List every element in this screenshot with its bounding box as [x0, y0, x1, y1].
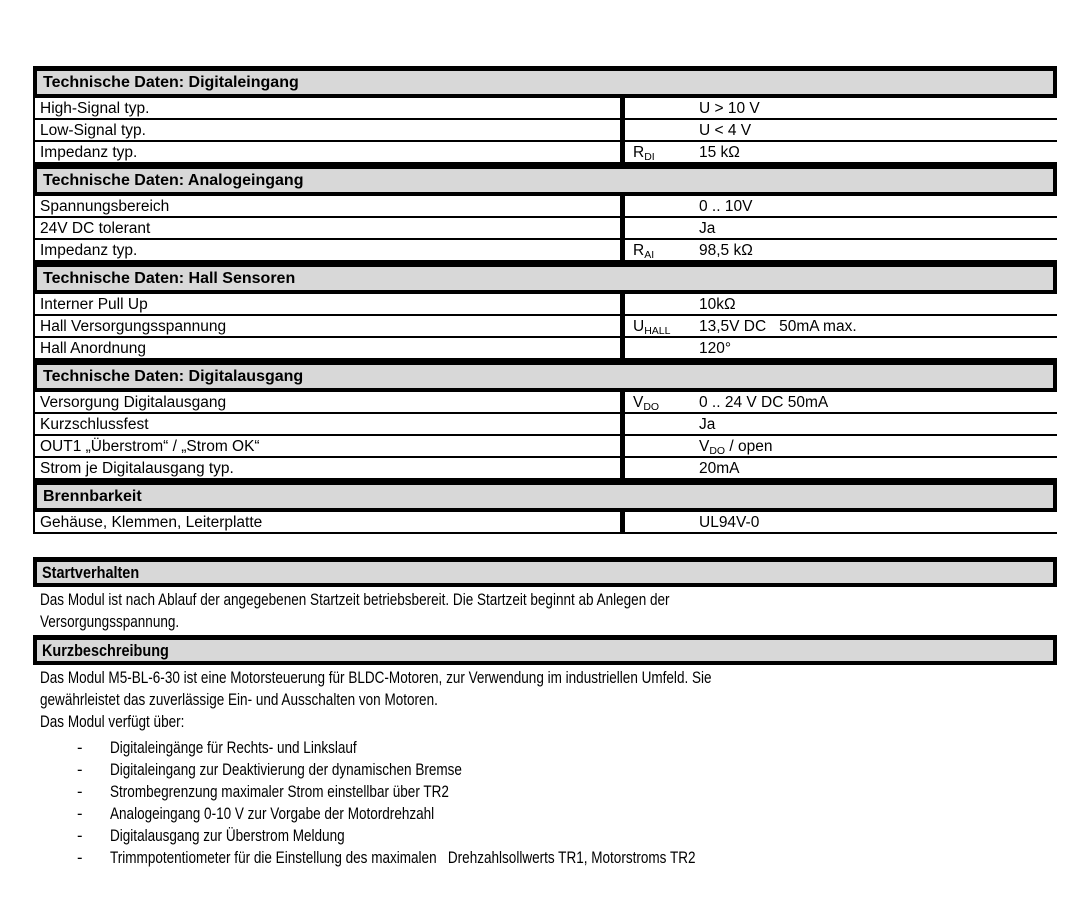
kurzbeschreibung-paragraph [33, 665, 1057, 735]
section-gap [33, 534, 1057, 557]
paragraph-line: Versorgungsspannung. [40, 613, 180, 631]
bullet-text: Trimmpotentiometer für die Einstellung des maximalen Drehzahlsollwerts TR1, Motorstroms TR2 [110, 849, 696, 867]
kurzbeschreibung-section [33, 635, 1057, 869]
bullet-text: Digitaleingänge für Rechts- und Linkslauf [110, 739, 357, 757]
row-label: Interner Pull Up [40, 296, 148, 313]
section-header: Technische Daten: Hall Sensoren [33, 262, 1057, 294]
bullet-item [33, 803, 1057, 825]
datasheet-page [33, 66, 1057, 869]
row-symbol [620, 98, 697, 118]
bullet-dash: - [77, 827, 83, 845]
table-row [35, 436, 1057, 458]
cell-text: Ja [699, 416, 716, 433]
table-row [35, 512, 1057, 534]
bullet-text: Digitalausgang zur Überstrom Meldung [110, 827, 345, 845]
row-label: Gehäuse, Klemmen, Leiterplatte [40, 514, 263, 531]
row-symbol [620, 294, 697, 314]
table-row [35, 98, 1057, 120]
technical-data-tables [33, 66, 1057, 534]
table-row [35, 120, 1057, 142]
row-value [697, 414, 1057, 434]
row-symbol [620, 196, 697, 216]
row-label: Impedanz typ. [40, 144, 138, 161]
bullet-dash: - [77, 849, 83, 867]
row-symbol [620, 512, 697, 532]
row-symbol [620, 458, 697, 478]
kurzbeschreibung-title: Kurzbeschreibung [42, 641, 169, 660]
subscript-text: DO [643, 401, 660, 413]
section-rows [33, 294, 1057, 360]
row-label: Versorgung Digitalausgang [40, 394, 227, 411]
kurzbeschreibung-header [33, 635, 1057, 665]
row-label: Impedanz typ. [40, 242, 138, 259]
row-value [697, 142, 1057, 162]
row-value [697, 316, 1057, 336]
table-row [35, 392, 1057, 414]
cell-text: 10kΩ [699, 296, 736, 313]
row-symbol [620, 436, 697, 456]
bullet-item [33, 847, 1057, 869]
paragraph-line: gewährleistet das zuverlässige Ein- und Ausschalten von Motoren. [40, 691, 438, 709]
table-row [35, 316, 1057, 338]
bullet-dash: - [77, 805, 83, 823]
row-label: Spannungsbereich [40, 198, 170, 215]
cell-text: / open [725, 438, 773, 455]
cell-text: 120° [699, 340, 732, 357]
section-rows [33, 512, 1057, 534]
paragraph-line: Das Modul M5-BL-6-30 ist eine Motorsteuerung für BLDC-Motoren, zur Verwendung im industriellen Umfeld. Sie [40, 669, 712, 687]
table-row [35, 196, 1057, 218]
row-value [697, 436, 1057, 456]
cell-text: U [633, 318, 645, 335]
cell-text: 98,5 kΩ [699, 242, 753, 259]
bullet-item [33, 825, 1057, 847]
cell-text: R [633, 144, 645, 161]
startverhalten-header [33, 557, 1057, 587]
cell-text: Ja [699, 220, 716, 237]
row-value [697, 392, 1057, 412]
row-symbol [620, 240, 697, 260]
row-value [697, 240, 1057, 260]
row-symbol [620, 218, 697, 238]
table-row [35, 142, 1057, 164]
cell-text: U < 4 V [699, 122, 752, 139]
cell-text: R [633, 242, 645, 259]
table-row [35, 458, 1057, 480]
row-label: Kurzschlussfest [40, 416, 149, 433]
cell-text: 20mA [699, 460, 740, 477]
paragraph-line: Das Modul verfügt über: [40, 713, 185, 731]
section-header: Technische Daten: Digitalausgang [33, 360, 1057, 392]
row-value [697, 218, 1057, 238]
row-label: Hall Anordnung [40, 340, 146, 357]
paragraph-line: Das Modul ist nach Ablauf der angegebenen Startzeit betriebsbereit. Die Startzeit beginnt ab Anlegen der [40, 591, 670, 609]
bullet-dash: - [77, 783, 83, 801]
row-value [697, 98, 1057, 118]
row-symbol [620, 120, 697, 140]
cell-text: 13,5V DC 50mA max. [699, 318, 857, 335]
row-value [697, 196, 1057, 216]
row-label: Strom je Digitalausgang typ. [40, 460, 234, 477]
bullet-text: Strombegrenzung maximaler Strom einstellbar über TR2 [110, 783, 449, 801]
bullet-item [33, 759, 1057, 781]
subscript-text: DI [644, 151, 655, 163]
bullet-dash: - [77, 739, 83, 757]
cell-text: V [699, 438, 710, 455]
feature-bullet-list [33, 735, 1057, 869]
row-label: Low-Signal typ. [40, 122, 146, 139]
startverhalten-paragraph [33, 587, 1057, 635]
bullet-item [33, 781, 1057, 803]
cell-text: 0 .. 10V [699, 198, 753, 215]
row-symbol [620, 142, 697, 162]
row-label: Hall Versorgungsspannung [40, 318, 227, 335]
section-rows [33, 98, 1057, 164]
row-value [697, 120, 1057, 140]
cell-text: U > 10 V [699, 100, 760, 117]
cell-text: 15 kΩ [699, 144, 740, 161]
row-label: OUT1 „Überstrom“ / „Strom OK“ [40, 438, 260, 455]
section-header: Technische Daten: Analogeingang [33, 164, 1057, 196]
table-row [35, 294, 1057, 316]
table-row [35, 338, 1057, 360]
row-value [697, 458, 1057, 478]
section-header: Technische Daten: Digitaleingang [33, 66, 1057, 98]
row-value [697, 338, 1057, 358]
section-header: Brennbarkeit [33, 480, 1057, 512]
cell-text: UL94V-0 [699, 514, 760, 531]
row-symbol [620, 414, 697, 434]
section-rows [33, 392, 1057, 480]
subscript-text: HALL [644, 325, 671, 337]
table-row [35, 240, 1057, 262]
row-value [697, 294, 1057, 314]
row-symbol [620, 392, 697, 412]
bullet-dash: - [77, 761, 83, 779]
table-row [35, 414, 1057, 436]
table-row [35, 218, 1057, 240]
bullet-item [33, 737, 1057, 759]
cell-text: V [633, 394, 644, 411]
subscript-text: DO [709, 445, 726, 456]
subscript-text: AI [644, 249, 655, 261]
startverhalten-section [33, 557, 1057, 635]
startverhalten-title: Startverhalten [42, 563, 140, 582]
row-label: 24V DC tolerant [40, 220, 151, 237]
row-label: High-Signal typ. [40, 100, 150, 117]
row-symbol [620, 338, 697, 358]
row-value [697, 512, 1057, 532]
row-symbol [620, 316, 697, 336]
bullet-text: Digitaleingang zur Deaktivierung der dynamischen Bremse [110, 761, 462, 779]
section-rows [33, 196, 1057, 262]
bullet-text: Analogeingang 0-10 V zur Vorgabe der Motordrehzahl [110, 805, 435, 823]
cell-text: 0 .. 24 V DC 50mA [699, 394, 829, 411]
